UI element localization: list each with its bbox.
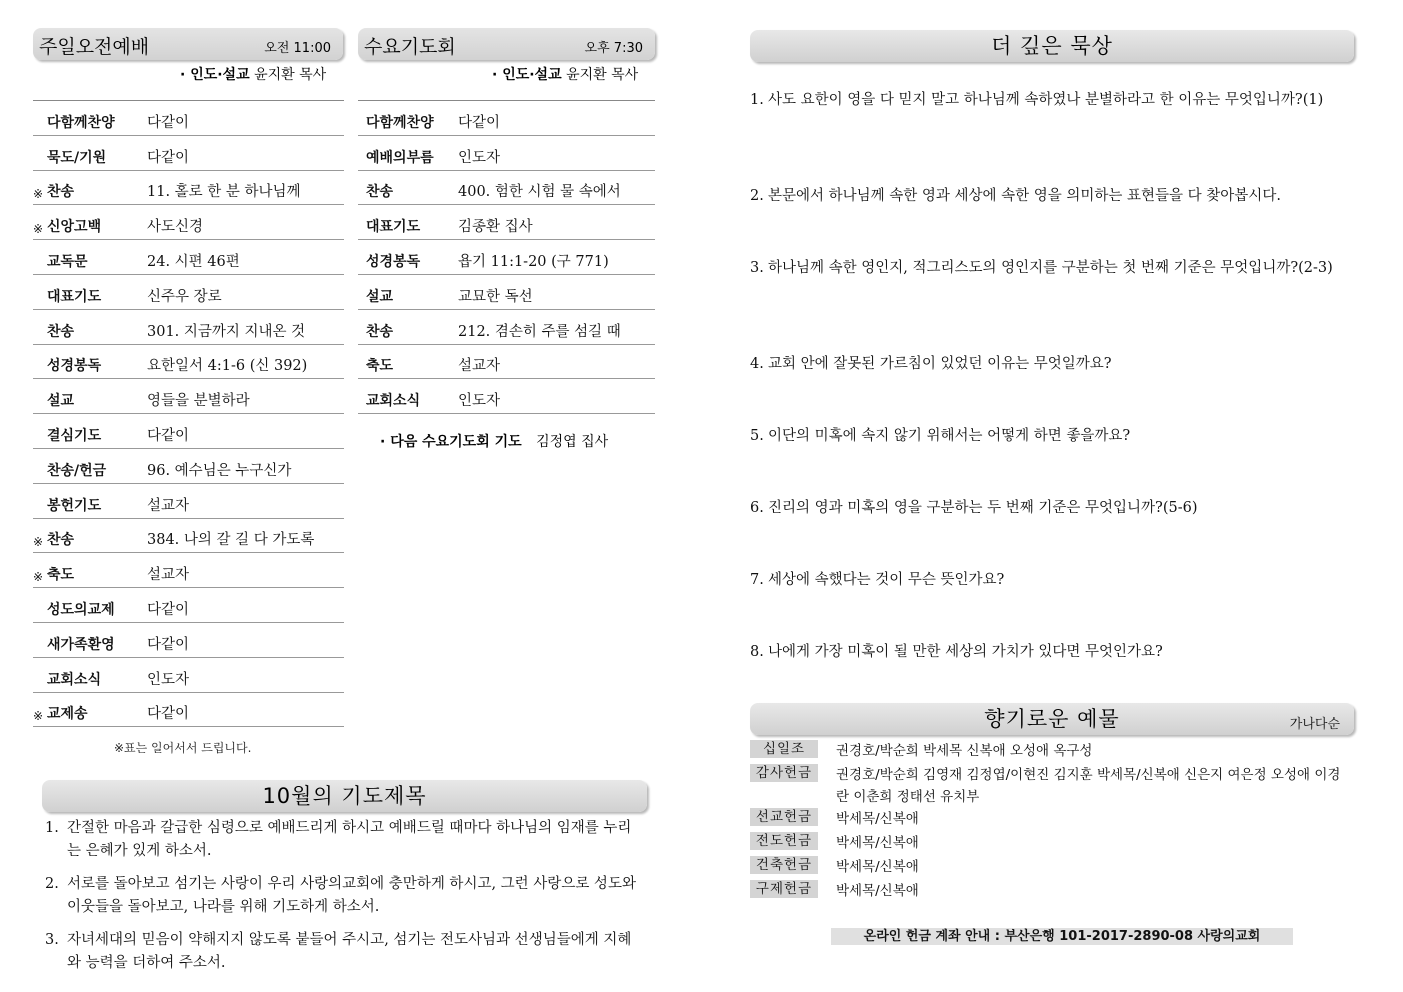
question-item xyxy=(750,640,1354,664)
prayer-number: 2. xyxy=(45,876,59,892)
sunday-officiant-label: · 인도·설교 xyxy=(180,67,250,83)
order-value: 설교자 xyxy=(147,497,190,514)
order-label: 성경봉독 xyxy=(47,358,102,375)
order-value: 설교자 xyxy=(458,358,501,375)
prayer-item xyxy=(45,873,640,919)
order-value: 다같이 xyxy=(147,601,190,618)
prayer-title-bar xyxy=(42,780,647,812)
prayer-text: 서로를 돌아보고 섬기는 사랑이 우리 사랑의교회에 충만하게 하시고, 그런 사랑으로 성도와 이웃들을 돌아보고, 나라를 위해 기도하게 하소서. xyxy=(67,876,636,915)
wednesday-officiant xyxy=(492,64,638,84)
prayer-number: 1. xyxy=(45,820,59,836)
next-wednesday-label: · 다음 수요기도회 기도 xyxy=(380,434,522,450)
question-text: 사도 요한이 영을 다 믿지 말고 하나님께 속하였나 분별하라고 한 이유는 무엇입니까?(1) xyxy=(768,92,1324,108)
order-value: 96. 예수님은 누구신가 xyxy=(147,462,292,479)
order-value: 24. 시편 46편 xyxy=(147,253,240,270)
order-label: 성경봉독 xyxy=(366,253,421,270)
order-value: 400. 험한 시험 물 속에서 xyxy=(458,184,621,201)
wednesday-header xyxy=(358,28,655,60)
order-row xyxy=(358,310,655,345)
order-row xyxy=(33,658,344,693)
order-value: 11. 홀로 한 분 하나님께 xyxy=(147,184,301,201)
order-label: 대표기도 xyxy=(366,219,421,236)
wednesday-title: 수요기도회 xyxy=(364,36,456,58)
prayer-list xyxy=(45,817,640,985)
order-row xyxy=(33,449,344,484)
order-label: 설교 xyxy=(47,393,75,410)
order-value: 다같이 xyxy=(147,706,190,723)
order-value: 김종환 집사 xyxy=(458,219,533,236)
order-label: 예배의부름 xyxy=(366,149,434,166)
order-row xyxy=(33,414,344,449)
question-item xyxy=(750,496,1354,520)
order-label: 교회소식 xyxy=(366,393,421,410)
sunday-order-list xyxy=(33,100,344,727)
standing-mark: ※ xyxy=(33,187,44,202)
prayer-text: 자녀세대의 믿음이 약해지지 않도록 붙들어 주시고, 섬기는 전도사님과 선생님들에게 지혜와 능력을 더하여 주소서. xyxy=(67,932,632,971)
question-text: 세상에 속했다는 것이 무슨 뜻인가요? xyxy=(768,572,1005,588)
offering-table xyxy=(750,739,1354,903)
sunday-officiant-name: 윤지환 목사 xyxy=(254,67,327,83)
sunday-officiant xyxy=(180,64,326,84)
offering-row xyxy=(750,739,1354,763)
order-value: 신주우 장로 xyxy=(147,288,222,305)
order-label: 찬송 xyxy=(47,184,75,201)
order-value: 인도자 xyxy=(458,149,501,166)
order-row xyxy=(358,205,655,240)
order-value: 301. 지금까지 지내온 것 xyxy=(147,323,306,340)
offering-label: 선교헌금 xyxy=(750,808,818,826)
sunday-title: 주일오전예배 xyxy=(39,36,150,58)
question-number: 7. xyxy=(750,572,764,588)
wednesday-officiant-name: 윤지환 목사 xyxy=(566,67,639,83)
offering-names: 박세목/신복애 xyxy=(836,811,919,827)
order-label: 묵도/기원 xyxy=(47,149,107,166)
question-number: 5. xyxy=(750,428,764,444)
order-value: 사도신경 xyxy=(147,219,204,236)
order-row xyxy=(33,484,344,519)
question-number: 8. xyxy=(750,644,764,660)
offering-row xyxy=(750,763,1354,807)
standing-mark: ※ xyxy=(33,535,44,550)
order-label: 다함께찬양 xyxy=(366,114,434,131)
order-value: 다같이 xyxy=(147,636,190,653)
offering-order-note: 가나다순 xyxy=(1289,717,1340,732)
order-label: 대표기도 xyxy=(47,288,102,305)
question-item xyxy=(750,424,1354,448)
standing-mark: ※ xyxy=(33,570,44,585)
offering-names: 권경호/박순희 박세목 신복애 오성애 옥구성 xyxy=(836,743,1093,759)
sunday-time: 오전 11:00 xyxy=(264,41,331,56)
order-row xyxy=(33,101,344,136)
order-value: 인도자 xyxy=(147,671,190,688)
order-value: 다같이 xyxy=(147,427,190,444)
order-label: 설교 xyxy=(366,288,394,305)
order-label: 성도의교제 xyxy=(47,601,115,618)
order-row xyxy=(33,205,344,240)
wednesday-time: 오후 7:30 xyxy=(584,41,643,56)
question-item xyxy=(750,88,1354,112)
question-number: 1. xyxy=(750,92,764,108)
order-row xyxy=(33,171,344,206)
order-value: 영들을 분별하라 xyxy=(147,393,250,410)
order-label: 교제송 xyxy=(47,706,88,723)
prayer-title: 10월의 기도제목 xyxy=(262,784,427,808)
order-label: 찬송 xyxy=(47,532,75,549)
offering-row xyxy=(750,855,1354,879)
order-row xyxy=(33,275,344,310)
question-text: 진리의 영과 미혹의 영을 구분하는 두 번째 기준은 무엇입니까?(5-6) xyxy=(768,500,1198,516)
next-wednesday-prayer xyxy=(380,431,608,451)
order-row xyxy=(33,519,344,554)
offering-label: 구제헌금 xyxy=(750,880,818,898)
question-number: 3. xyxy=(750,260,764,276)
order-value: 교묘한 독선 xyxy=(458,288,533,305)
sunday-header xyxy=(33,28,343,60)
order-label: 결심기도 xyxy=(47,427,102,444)
order-row xyxy=(358,240,655,275)
order-label: 찬송 xyxy=(366,323,394,340)
offering-label: 건축헌금 xyxy=(750,856,818,874)
offering-title: 향기로운 예물 xyxy=(984,707,1120,731)
order-label: 신앙고백 xyxy=(47,219,102,236)
question-text: 이단의 미혹에 속지 않기 위해서는 어떻게 하면 좋을까요? xyxy=(768,428,1131,444)
question-number: 4. xyxy=(750,356,764,372)
order-row xyxy=(33,240,344,275)
order-row xyxy=(33,588,344,623)
order-row xyxy=(358,345,655,380)
offering-row xyxy=(750,807,1354,831)
question-number: 6. xyxy=(750,500,764,516)
next-wednesday-name: 김정엽 집사 xyxy=(536,434,609,450)
order-value: 다같이 xyxy=(147,149,190,166)
order-label: 새가족환영 xyxy=(47,636,115,653)
order-value: 요한일서 4:1-6 (신 392) xyxy=(147,358,308,375)
meditation-title: 더 깊은 묵상 xyxy=(991,34,1113,58)
prayer-item xyxy=(45,929,640,975)
offering-names: 박세목/신복애 xyxy=(836,835,919,851)
order-row xyxy=(358,379,655,414)
order-row xyxy=(358,275,655,310)
order-value: 다같이 xyxy=(147,114,190,131)
offering-row xyxy=(750,831,1354,855)
order-value: 다같이 xyxy=(458,114,501,131)
order-label: 찬송 xyxy=(47,323,75,340)
order-row xyxy=(33,379,344,414)
prayer-number: 3. xyxy=(45,932,59,948)
wednesday-officiant-label: · 인도·설교 xyxy=(492,67,562,83)
bank-account-bar: 온라인 헌금 계좌 안내 : 부산은행 101-2017-2890-08 사랑의교회 xyxy=(831,928,1293,945)
question-item xyxy=(750,256,1354,280)
offering-label: 십일조 xyxy=(750,740,818,758)
order-row xyxy=(33,553,344,588)
standing-note: ※표는 일어서서 드립니다. xyxy=(114,741,252,755)
order-row xyxy=(358,171,655,206)
order-row xyxy=(33,345,344,380)
question-number: 2. xyxy=(750,188,764,204)
order-value: 212. 겸손히 주를 섬길 때 xyxy=(458,323,621,340)
order-row xyxy=(33,136,344,171)
offering-names: 박세목/신복애 xyxy=(836,859,919,875)
order-label: 다함께찬양 xyxy=(47,114,115,131)
order-label: 교회소식 xyxy=(47,671,102,688)
order-row xyxy=(33,693,344,728)
order-row xyxy=(358,101,655,136)
offering-label: 감사헌금 xyxy=(750,764,818,782)
prayer-text: 간절한 마음과 갈급한 심령으로 예배드리게 하시고 예배드릴 때마다 하나님의 임재를 누리는 은혜가 있게 하소서. xyxy=(67,820,632,859)
question-text: 교회 안에 잘못된 가르침이 있었던 이유는 무엇일까요? xyxy=(768,356,1112,372)
order-label: 봉헌기도 xyxy=(47,497,102,514)
meditation-questions xyxy=(750,88,1354,688)
offering-label: 전도헌금 xyxy=(750,832,818,850)
order-row xyxy=(358,136,655,171)
order-row xyxy=(33,310,344,345)
offering-row xyxy=(750,879,1354,903)
order-label: 교독문 xyxy=(47,253,88,270)
order-value: 인도자 xyxy=(458,393,501,410)
order-label: 찬송 xyxy=(366,184,394,201)
order-row xyxy=(33,623,344,658)
order-label: 축도 xyxy=(366,358,394,375)
wednesday-order-list xyxy=(358,100,655,414)
order-value: 384. 나의 갈 길 다 가도록 xyxy=(147,532,315,549)
standing-mark: ※ xyxy=(33,709,44,724)
offering-names: 박세목/신복애 xyxy=(836,883,919,899)
question-text: 나에게 가장 미혹이 될 만한 세상의 가치가 있다면 무엇인가요? xyxy=(768,644,1163,660)
order-label: 찬송/헌금 xyxy=(47,462,107,479)
prayer-item xyxy=(45,817,640,863)
question-item xyxy=(750,568,1354,592)
order-value: 욥기 11:1-20 (구 771) xyxy=(458,253,609,270)
question-text: 하나님께 속한 영인지, 적그리스도의 영인지를 구분하는 첫 번째 기준은 무엇입니까?(2-3) xyxy=(768,260,1333,276)
standing-mark: ※ xyxy=(33,222,44,237)
order-label: 축도 xyxy=(47,567,75,584)
question-item xyxy=(750,184,1354,208)
question-text: 본문에서 하나님께 속한 영과 세상에 속한 영을 의미하는 표현들을 다 찾아봅시다. xyxy=(768,188,1281,204)
offering-title-bar xyxy=(750,703,1354,735)
meditation-title-bar xyxy=(750,30,1354,62)
order-value: 설교자 xyxy=(147,567,190,584)
question-item xyxy=(750,352,1354,376)
offering-names: 권경호/박순희 김영재 김정엽/이현진 김지훈 박세목/신복애 신은지 여은정 오성애 이경란 이춘희 정태선 유치부 xyxy=(836,767,1341,805)
